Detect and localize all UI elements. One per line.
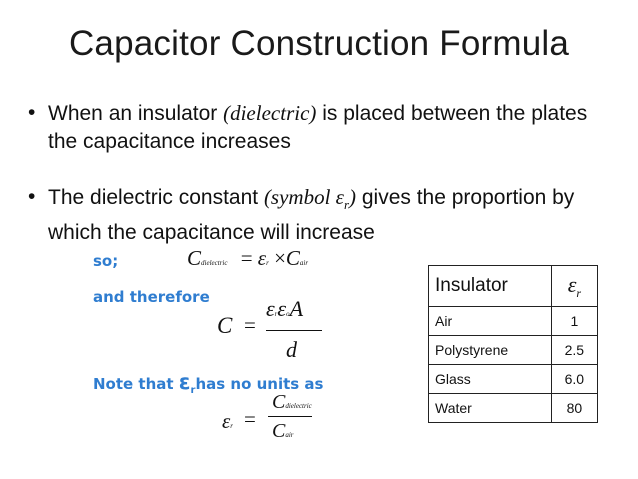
equation-capacitance-ratio: Cdielectric = εr ×Cair xyxy=(187,246,309,270)
bullet-1-post: is placed between the plates the capacitance increases xyxy=(48,102,588,153)
bullet-dot: • xyxy=(28,101,36,124)
bullet-2-italic: (symbol $\varepsilon_r$) xyxy=(263,185,357,213)
bullet-2-pre: The dielectric constant xyxy=(48,186,264,209)
cell-value: 80 xyxy=(551,394,597,423)
bullet-dot: • xyxy=(28,185,36,208)
bullet-1-text xyxy=(48,99,618,156)
so-label: so; xyxy=(93,252,119,270)
header-symbol: $\varepsilon_r$ xyxy=(551,266,597,307)
table-row xyxy=(429,394,598,423)
bullet-1-italic: (dielectric) xyxy=(223,101,317,125)
slide-title: Capacitor Construction Formula xyxy=(68,24,570,63)
table-row xyxy=(429,336,598,365)
note-label: Note that $\varepsilon_rhas$ no units as xyxy=(93,370,324,396)
cell-name: Water xyxy=(429,394,552,423)
table-row xyxy=(429,365,598,394)
table-header-row xyxy=(429,266,598,307)
insulator-table xyxy=(428,265,598,423)
cell-name: Air xyxy=(429,307,552,336)
bullet-1-pre: When an insulator xyxy=(48,102,224,125)
and-therefore-label: and therefore xyxy=(93,288,210,306)
cell-value: 1 xyxy=(551,307,597,336)
bullet-2-text xyxy=(48,183,618,247)
cell-value: 2.5 xyxy=(551,336,597,365)
cell-name: Polystyrene xyxy=(429,336,552,365)
cell-name: Glass xyxy=(429,365,552,394)
bullet-2-post: gives the proportion by which the capacitance will increase xyxy=(48,186,575,245)
table-row xyxy=(429,307,598,336)
header-insulator: Insulator xyxy=(429,266,552,307)
cell-value: 6.0 xyxy=(551,365,597,394)
